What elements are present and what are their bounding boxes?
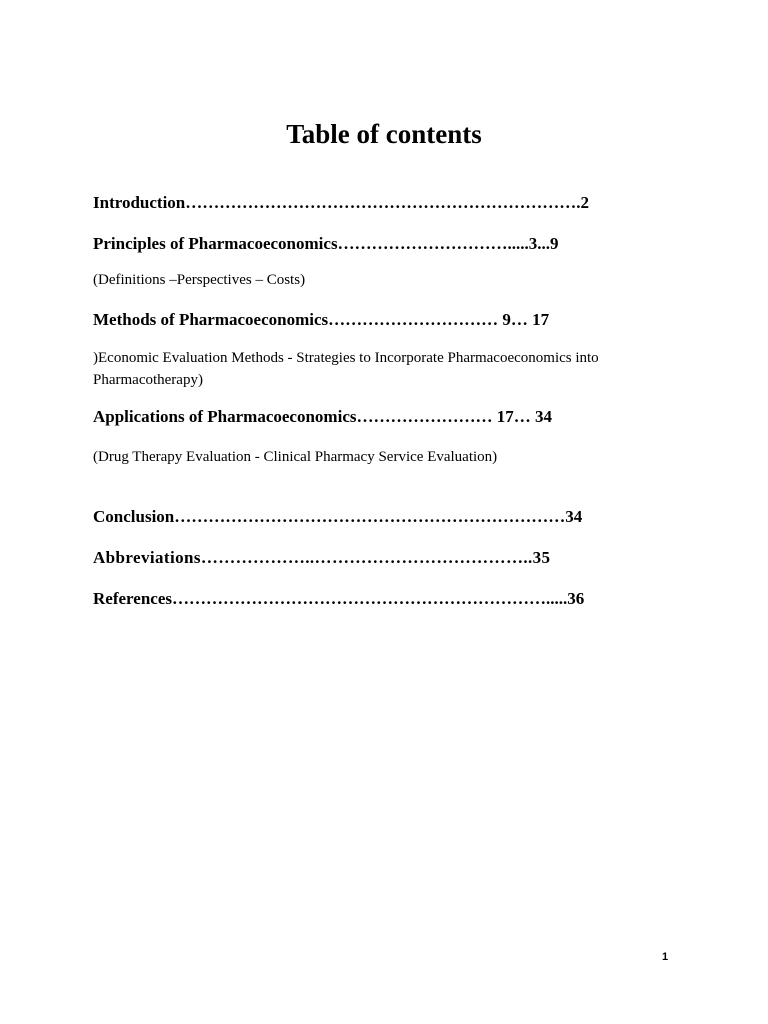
toc-entry-abbreviations: Abbreviations………………..………………………………..35 [93, 548, 551, 567]
toc-subentry-principles: (Definitions –Perspectives – Costs) [93, 272, 306, 288]
toc-entry-conclusion: Conclusion……………………………………………………………34 [93, 507, 583, 526]
toc-entry-methods: Methods of Pharmacoeconomics………………………… 9… 17 [93, 310, 550, 329]
toc-subentry-applications: (Drug Therapy Evaluation - Clinical Pharmacy Service Evaluation) [93, 449, 498, 465]
page-number: 1 [662, 951, 669, 963]
page-title: Table of contents [286, 119, 482, 149]
toc-entry-introduction: Introduction…………………………………………………………….2 [93, 193, 590, 212]
toc-entry-references: References………………………………………………………….....36 [93, 589, 585, 608]
toc-entry-principles: Principles of Pharmacoeconomics………………………….....3...9 [93, 234, 559, 253]
toc-subentry-methods: )Economic Evaluation Methods - Strategies to Incorporate Pharmacoeconomics into Pharmacotherapy) [93, 350, 599, 388]
toc-entry-applications: Applications of Pharmacoeconomics…………………… 17… 34 [93, 407, 552, 426]
